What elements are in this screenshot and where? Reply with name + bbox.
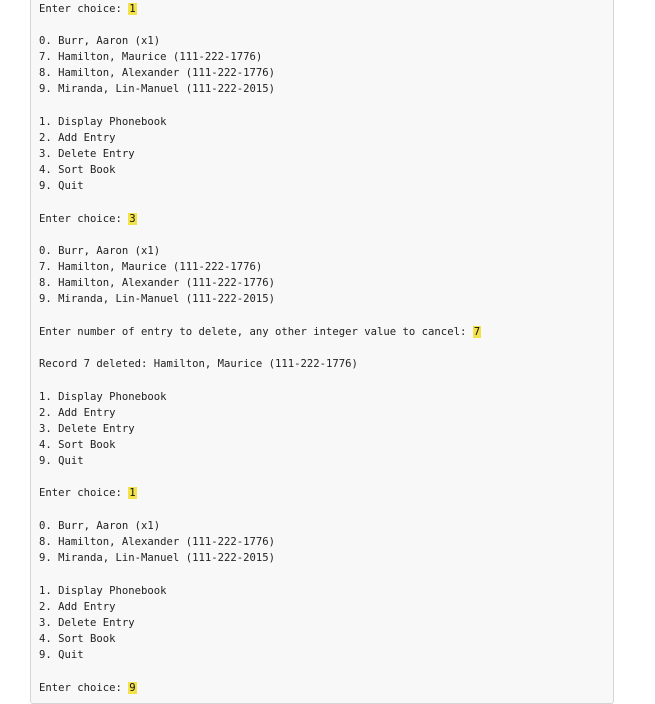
menu-item: 1. Display Phonebook <box>39 585 167 597</box>
menu-item: 2. Add Entry <box>39 407 116 419</box>
user-input-highlight: 1 <box>129 3 136 15</box>
user-input-highlight: 7 <box>473 326 481 338</box>
menu-item: 4. Sort Book <box>39 439 116 451</box>
menu-item: 3. Delete Entry <box>39 148 135 160</box>
menu-item: 4. Sort Book <box>39 633 116 645</box>
user-input-highlight: 9 <box>129 682 136 694</box>
phonebook-entry: 8. Hamilton, Alexander (111-222-1776) <box>39 67 275 79</box>
menu-item: 1. Display Phonebook <box>39 116 167 128</box>
phonebook-entry: 0. Burr, Aaron (x1) <box>39 35 161 47</box>
console-line <box>39 485 137 501</box>
prompt-text: Enter choice: <box>39 3 129 15</box>
phonebook-entry: 7. Hamilton, Maurice (111-222-1776) <box>39 51 263 63</box>
phonebook-entry: 9. Miranda, Lin-Manuel (111-222-2015) <box>39 83 275 95</box>
console-line <box>39 680 137 696</box>
status-message: Record 7 deleted: Hamilton, Maurice (111-222-1776) <box>39 358 358 370</box>
console-output <box>30 0 614 704</box>
phonebook-entry: 9. Miranda, Lin-Manuel (111-222-2015) <box>39 293 275 305</box>
phonebook-entry: 0. Burr, Aaron (x1) <box>39 245 161 257</box>
console-line <box>39 324 481 340</box>
menu-item: 1. Display Phonebook <box>39 391 167 403</box>
prompt-text: Enter number of entry to delete, any other integer value to cancel: <box>39 326 473 338</box>
menu-item: 3. Delete Entry <box>39 617 135 629</box>
phonebook-entry: 9. Miranda, Lin-Manuel (111-222-2015) <box>39 552 275 564</box>
console-line <box>39 1 137 17</box>
menu-item: 9. Quit <box>39 180 84 192</box>
phonebook-entry: 0. Burr, Aaron (x1) <box>39 520 161 532</box>
menu-item: 3. Delete Entry <box>39 423 135 435</box>
phonebook-entry: 8. Hamilton, Alexander (111-222-1776) <box>39 536 275 548</box>
prompt-text: Enter choice: <box>39 682 129 694</box>
phonebook-entry: 8. Hamilton, Alexander (111-222-1776) <box>39 277 275 289</box>
menu-item: 9. Quit <box>39 455 84 467</box>
menu-item: 2. Add Entry <box>39 132 116 144</box>
menu-item: 9. Quit <box>39 649 84 661</box>
phonebook-entry: 7. Hamilton, Maurice (111-222-1776) <box>39 261 263 273</box>
menu-item: 4. Sort Book <box>39 164 116 176</box>
prompt-text: Enter choice: <box>39 213 129 225</box>
prompt-text: Enter choice: <box>39 487 129 499</box>
console-line <box>39 211 137 227</box>
menu-item: 2. Add Entry <box>39 601 116 613</box>
user-input-highlight: 3 <box>129 213 136 225</box>
user-input-highlight: 1 <box>129 487 136 499</box>
